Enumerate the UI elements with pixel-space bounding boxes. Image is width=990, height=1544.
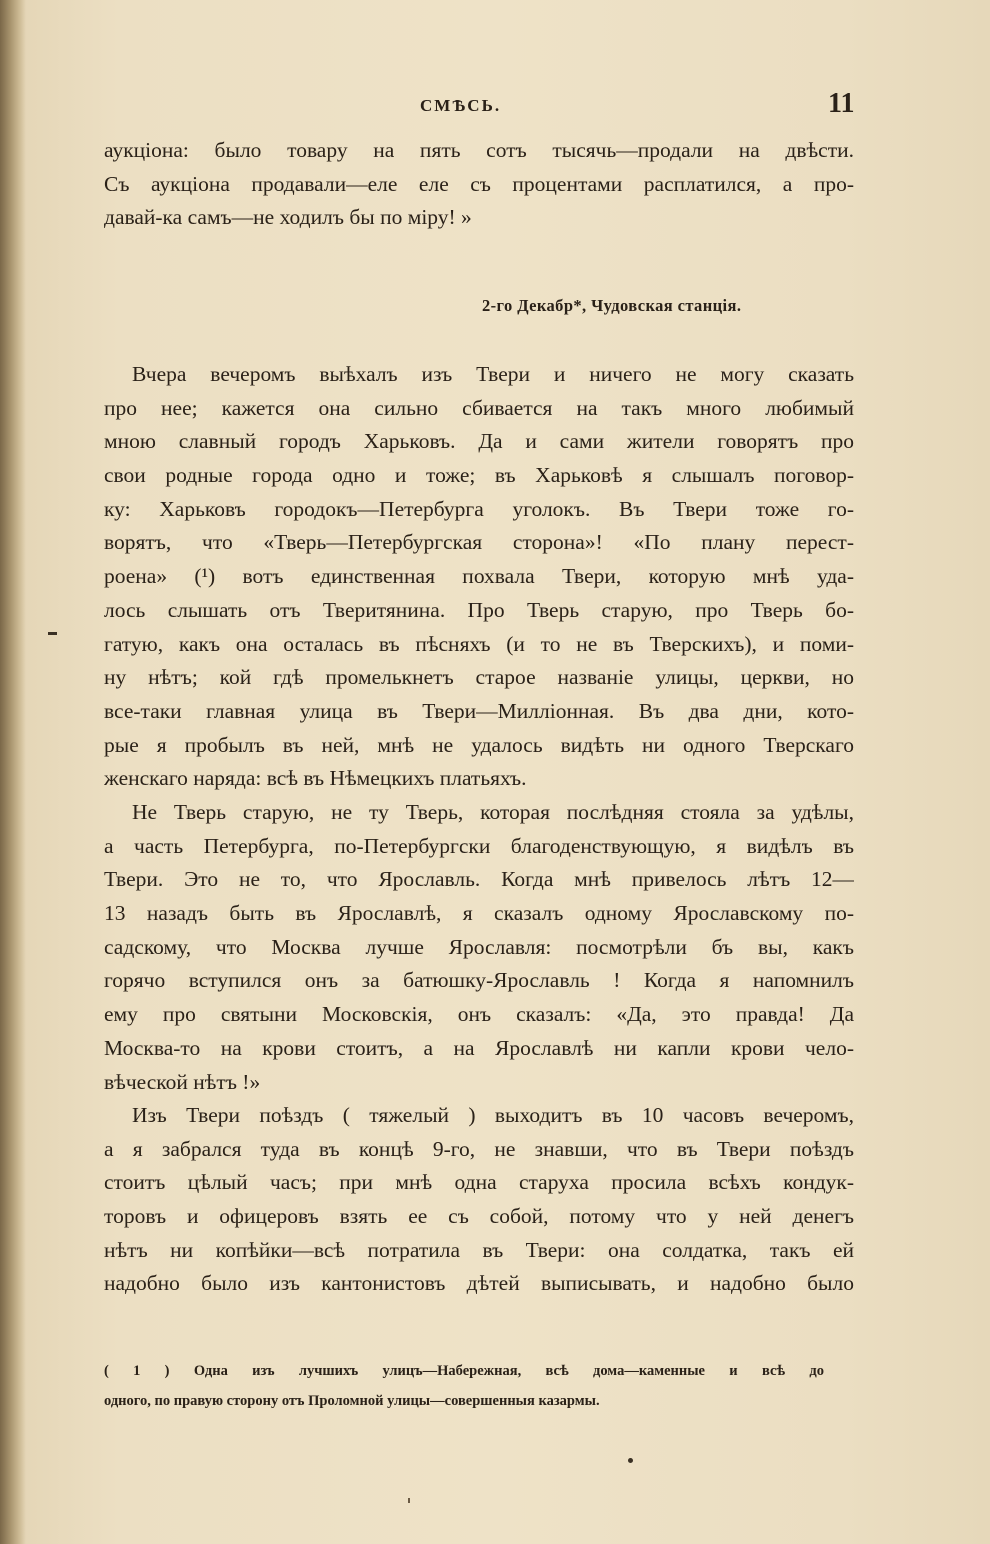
text-line: ну нѣтъ; кой гдѣ промелькнетъ старое названіе улицы, церкви, но	[104, 665, 854, 690]
ink-dot	[628, 1458, 633, 1463]
margin-mark	[48, 632, 57, 635]
text-line: торовъ и офицеровъ взять ее съ собой, потому что у ней денегъ	[104, 1204, 854, 1229]
text-line: ку: Харьковъ городокъ—Петербурга уголокъ. Въ Твери тоже го-	[104, 496, 854, 521]
text-line: лось слышать отъ Тверитянина. Про Тверь старую, про Тверь бо-	[104, 597, 854, 622]
dateline: 2-го Декабр*, Чудовская станція.	[482, 296, 742, 315]
page-number: 11	[828, 88, 855, 119]
text-line: все-таки главная улица въ Твери—Милліонная. Въ два дни, кото-	[104, 698, 854, 723]
text-line: стоитъ цѣлый часъ; при мнѣ одна старуха просила всѣхъ кондук-	[104, 1170, 854, 1195]
text-line: Не Тверь старую, не ту Тверь, которая послѣдняя стояла за удѣлы,	[132, 800, 854, 824]
text-line: ему про святыни Московскія, онъ сказалъ: «Да, это правда! Да	[104, 1002, 854, 1027]
text-line: Твери. Это не то, что Ярославль. Когда мнѣ привелось лѣтъ 12—	[104, 867, 854, 892]
text-line: вѣческой нѣтъ !»	[104, 1069, 261, 1094]
text-line: Съ аукціона продавали—еле еле съ процентами расплатился, а про-	[104, 171, 854, 196]
text-line: Москва-то на крови стоитъ, а на Ярославлѣ ни капли крови чело-	[104, 1035, 854, 1060]
text-line: садскому, что Москва лучше Ярославля: посмотрѣли бъ вы, какъ	[104, 934, 854, 959]
text-line: ворятъ, что «Тверь—Петербургская сторона»! «По плану перест-	[104, 530, 854, 555]
text-line: свои родные города одно и тоже; въ Харьковѣ я слышалъ поговор-	[104, 463, 854, 488]
text-line: рые я пробылъ въ ней, мнѣ не удалось видѣть ни одного Тверскаго	[104, 732, 854, 757]
text-line: про нее; кажется она сильно сбивается на такъ много любимый	[104, 395, 854, 420]
text-line: Вчера вечеромъ выѣхалъ изъ Твери и ничего не могу сказать	[132, 362, 854, 386]
text-line: давай-ка самъ—не ходилъ бы по міру! »	[104, 205, 472, 230]
running-head: СМѢСЬ.	[420, 96, 502, 115]
text-line: надобно было изъ кантонистовъ дѣтей выписывать, и надобно было	[104, 1271, 854, 1296]
text-line: а я забрался туда въ концѣ 9-го, не знавши, что въ Твери поѣздъ	[104, 1136, 854, 1161]
footnote-line: ( 1 ) Одна изъ лучшихъ улицъ—Набережная, всѣ дома—каменные и всѣ до	[104, 1363, 824, 1379]
book-spine-shadow	[0, 0, 26, 1544]
paragraph-3	[104, 1099, 854, 1301]
text-line: мною славный городъ Харьковъ. Да и сами жители говорятъ про	[104, 429, 854, 454]
text-line: аукціона: было товару на пять сотъ тысячь—продали на двѣсти.	[104, 138, 854, 162]
paragraph-1	[104, 358, 854, 796]
continuation-text	[104, 134, 854, 235]
text-line: а часть Петербурга, по-Петербургски благоденствующую, я видѣлъ въ	[104, 833, 854, 858]
text-line: 13 назадъ быть въ Ярославлѣ, я сказалъ одному Ярославскому по-	[104, 901, 854, 926]
paragraph-2	[104, 796, 854, 1099]
footnote-line: одного, по правую сторону отъ Проломной улицы—совершенныя казармы.	[104, 1393, 600, 1409]
text-line: женскаго наряда: всѣ въ Нѣмецкихъ платьяхъ.	[104, 766, 527, 791]
ink-speck	[408, 1498, 410, 1503]
footnote	[104, 1356, 824, 1416]
text-line: Изъ Твери поѣздъ ( тяжелый ) выходитъ въ 10 часовъ вечеромъ,	[132, 1103, 854, 1127]
text-line: роена» (¹) вотъ единственная похвала Твери, которую мнѣ уда-	[104, 564, 854, 589]
text-line: нѣтъ ни копѣйки—всѣ потратила въ Твери: она солдатка, такъ ей	[104, 1237, 854, 1262]
text-line: горячо вступился онъ за батюшку-Ярославль ! Когда я напомнилъ	[104, 968, 854, 993]
text-line: гатую, какъ она осталась въ пѣсняхъ (и то не въ Тверскихъ), и поми-	[104, 631, 854, 656]
